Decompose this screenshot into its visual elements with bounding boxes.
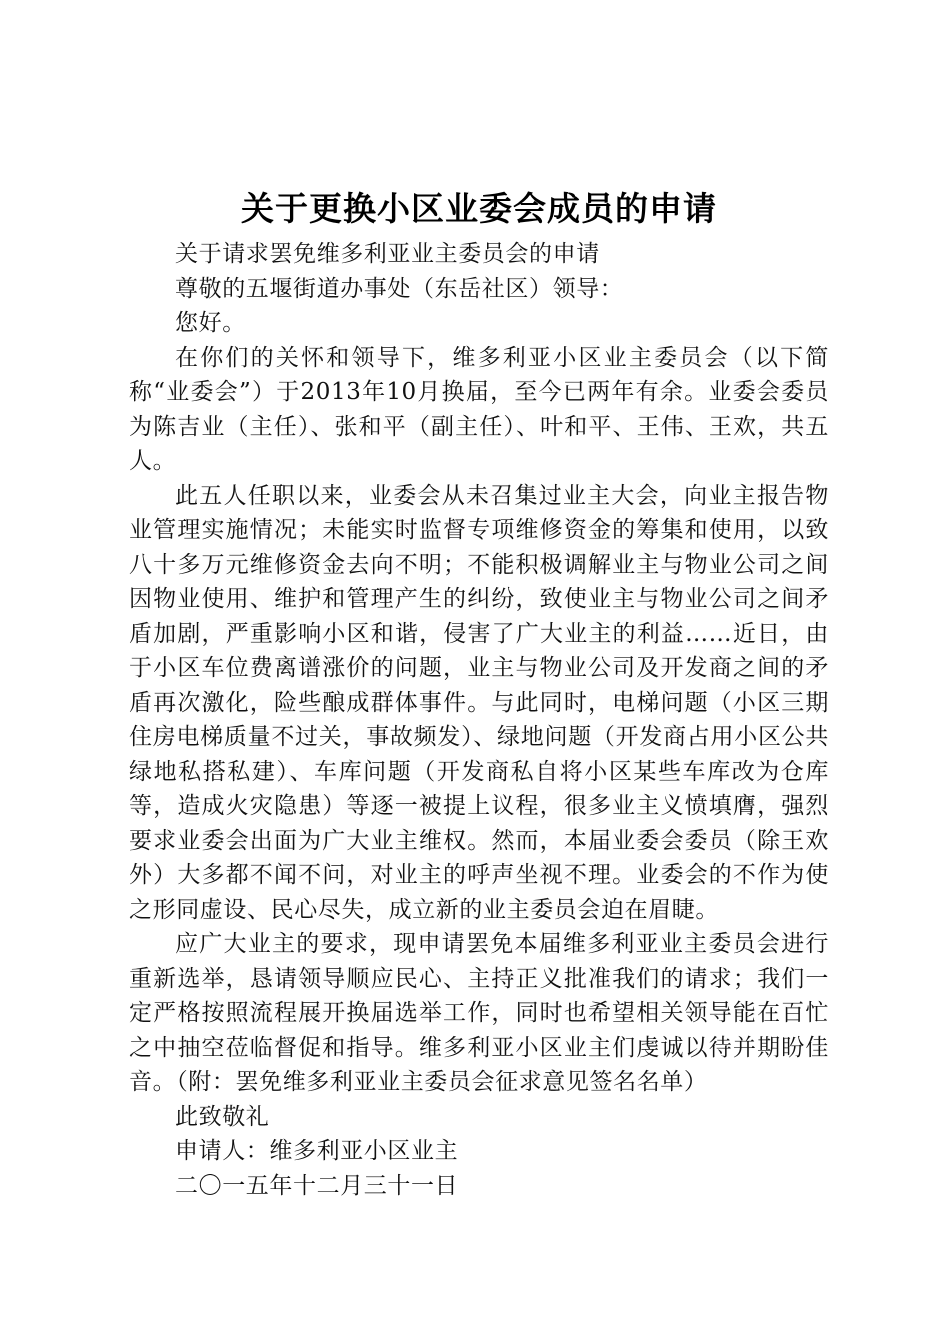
greeting: 您好。	[175, 310, 246, 336]
document-page	[129, 183, 829, 1203]
closing: 此致敬礼	[175, 1103, 270, 1130]
paragraph-problems: 此五人任职以来，业委会从未召集过业主大会，向业主报告物业管理实施情况；未能实时监督专项维修资金的筹集和使用，以致八十多万元维修资金去向不明；不能积极调解业主与物业公司之间因物业使用、维护和管理产生的纠纷，致使业主与物业公司之间矛盾加剧，严重影响小区和谐，侵害了广大业主的利益……近日，由于小区车位费离谱涨价的问题，业主与物业公司及开发商之间的矛盾再次激化，险些酿成群体事件。与此同时，电梯问题（小区三期住房电梯质量不过关，事故频发）、绿地问题（开发商占用小区公共绿地私搭私建）、车库问题（开发商私自将小区某些车库改为仓库等，造成火灾隐患）等逐一被提上议程，很多业主义愤填膺，强烈要求业委会出面为广大业主维权。然而，本届业委会委员（除王欢外）大多都不闻不问，对业主的呼声坐视不理。业委会的不作为使之形同虚设、民心尽失，成立新的业主委员会迫在眉睫。	[129, 482, 829, 923]
document-body	[129, 237, 829, 1203]
salutation: 尊敬的五堰街道办事处（东岳社区）领导：	[175, 275, 624, 302]
paragraph-request: 应广大业主的要求，现申请罢免本届维多利亚业主委员会进行重新选举，恳请领导顺应民心、主持正义批准我们的请求；我们一定严格按照流程展开换届选举工作，同时也希望相关领导能在百忙之中抽空莅临督促和指导。维多利亚小区业主们虔诚以待并期盼佳音。（附：罢免维多利亚业主委员会征求意见签名名单）	[129, 931, 829, 1095]
paragraph-background: 在你们的关怀和领导下，维多利亚小区业主委员会（以下简称“业委会”）于2013年10月换届，至今已两年有余。业委会委员为陈吉业（主任）、张和平（副主任）、叶和平、王伟、王欢，共五人。	[129, 344, 829, 474]
document-subtitle: 关于请求罢免维多利亚业主委员会的申请	[175, 241, 600, 267]
applicant: 申请人：维多利亚小区业主	[175, 1138, 459, 1164]
document-title: 关于更换小区业委会成员的申请	[241, 189, 717, 228]
date: 二〇一五年十二月三十一日	[175, 1172, 459, 1199]
